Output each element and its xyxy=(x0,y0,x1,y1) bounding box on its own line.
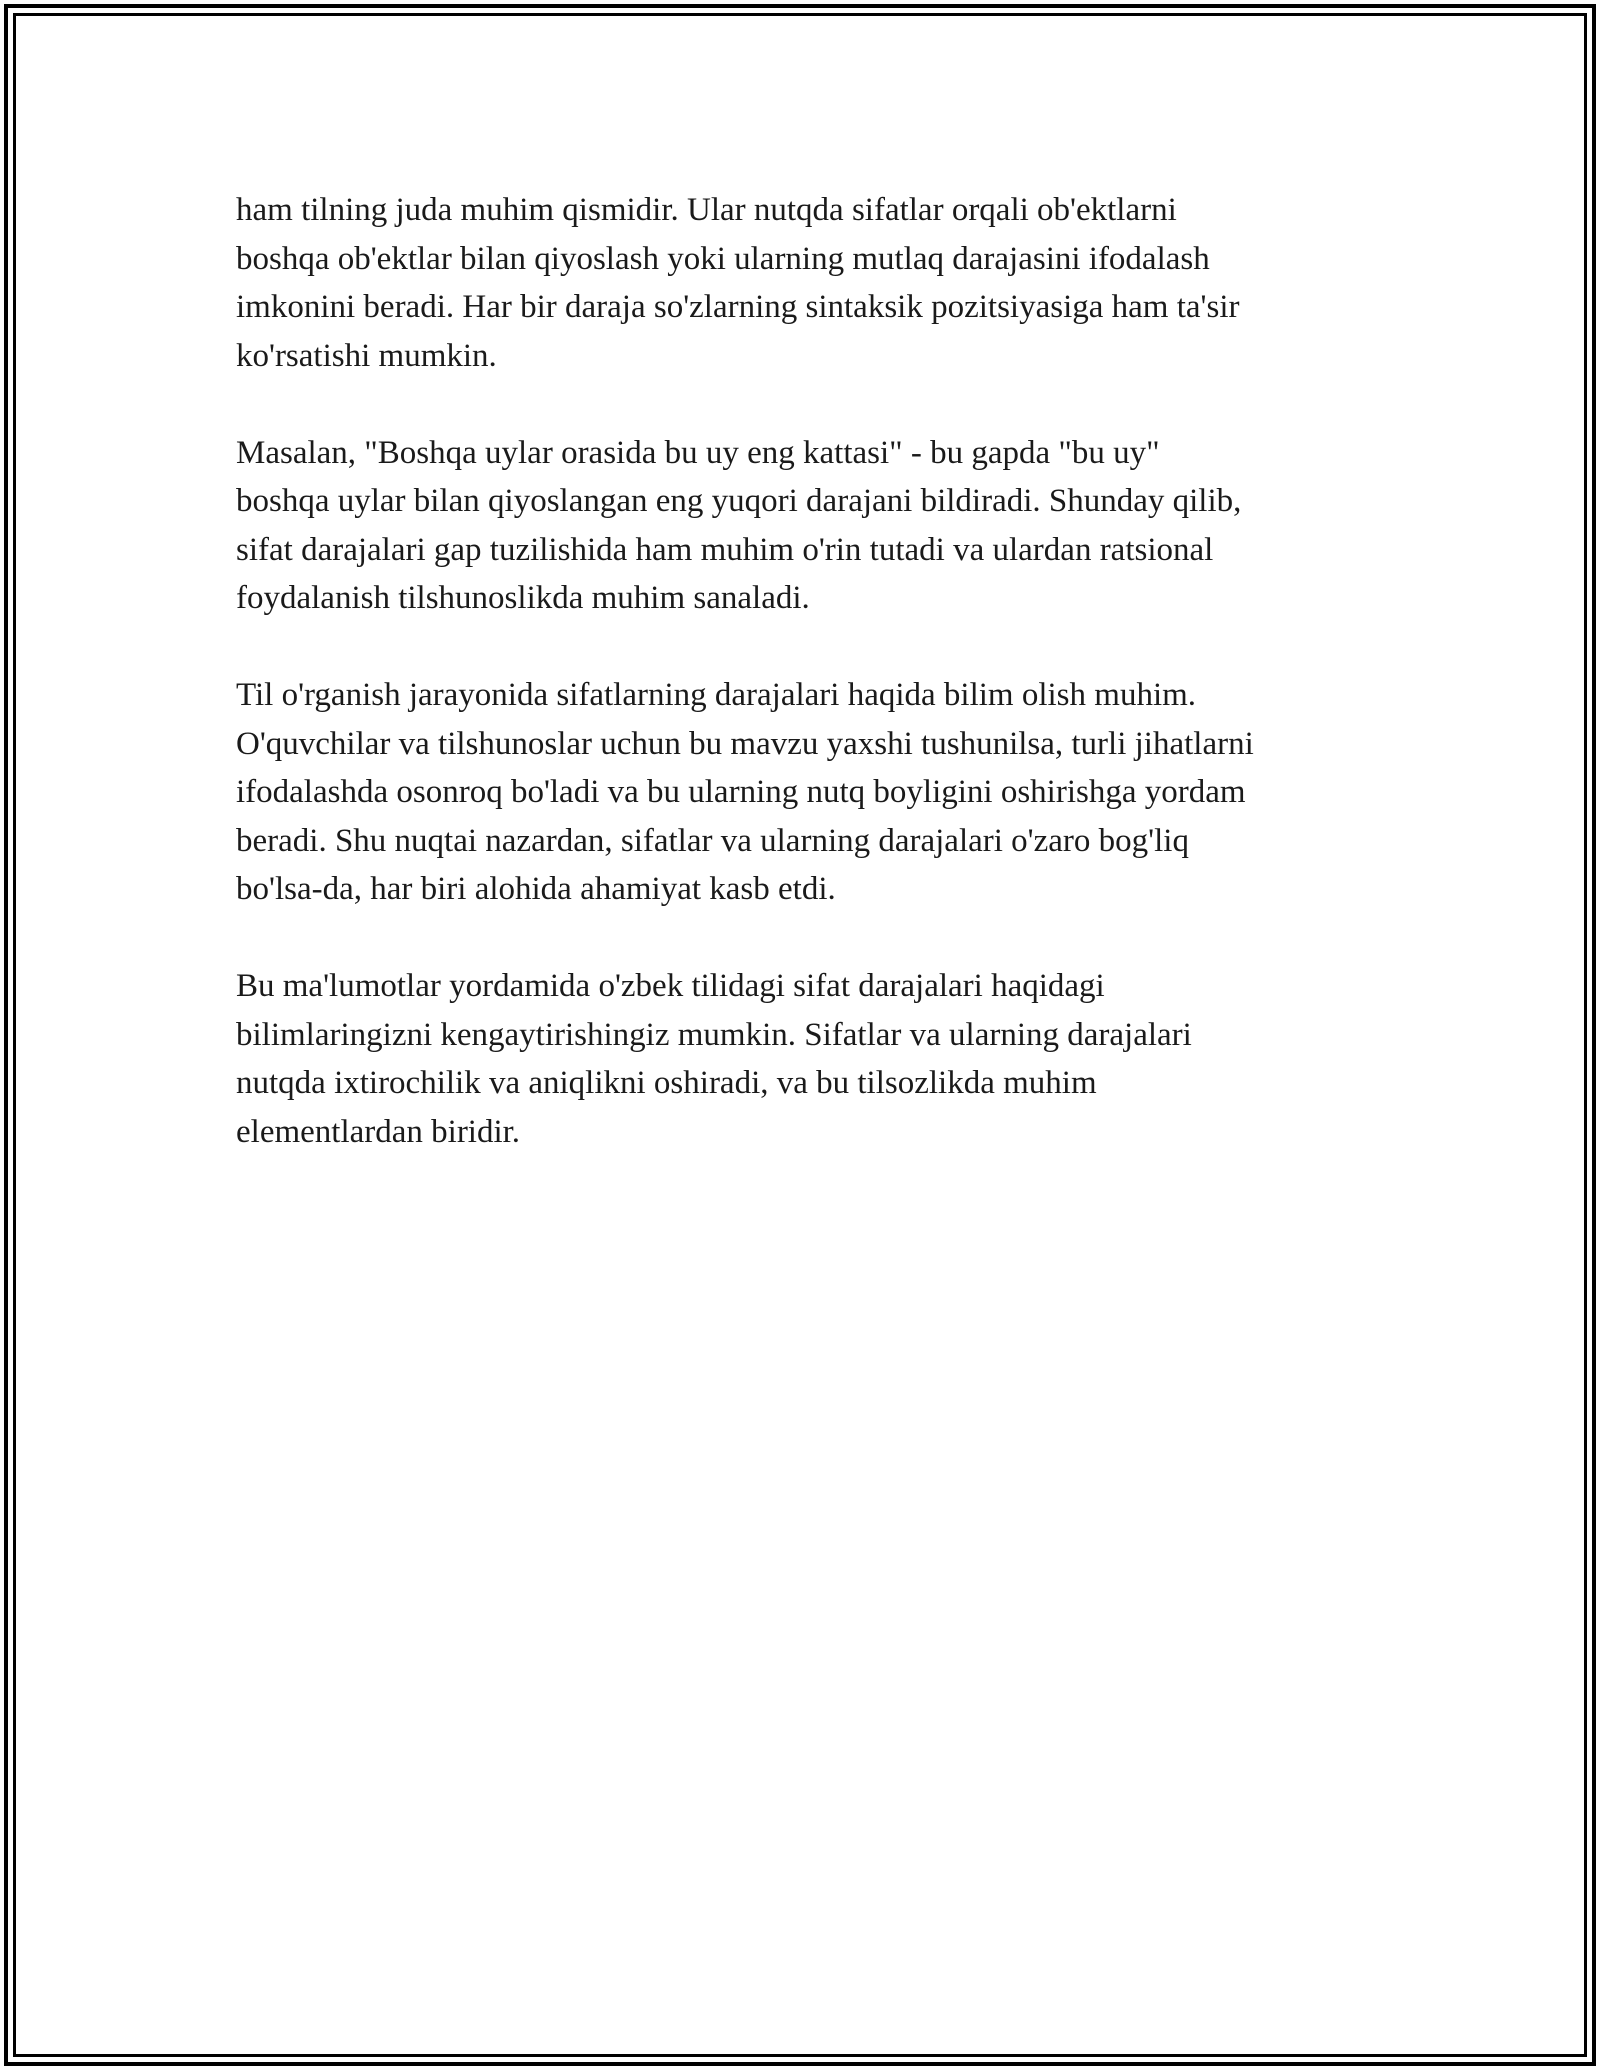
paragraph-1 xyxy=(236,186,1376,380)
text-line: Bu ma'lumotlar yordamida o'zbek tilidagi sifat darajalari haqidagi xyxy=(236,968,1105,1004)
text-line: boshqa uylar bilan qiyoslangan eng yuqori darajani bildiradi. Shunday qilib, xyxy=(236,483,1242,519)
text-line: Til o'rganish jarayonida sifatlarning darajalari haqida bilim olish muhim. xyxy=(236,677,1197,713)
paragraph-4 xyxy=(236,962,1376,1156)
text-line: elementlardan biridir. xyxy=(236,1113,521,1150)
paragraph-3 xyxy=(236,671,1376,914)
text-line: boshqa ob'ektlar bilan qiyoslash yoki ularning mutlaq darajasini ifodalash xyxy=(236,240,1210,277)
paragraph-2 xyxy=(236,429,1376,623)
text-line: foydalanish tilshunoslikda muhim sanaladi. xyxy=(236,580,810,616)
text-line: beradi. Shu nuqtai nazardan, sifatlar va ularning darajalari o'zaro bog'liq xyxy=(236,822,1189,859)
text-line: sifat darajalari gap tuzilishida ham muhim o'rin tutadi va ulardan ratsional xyxy=(236,531,1214,568)
text-line: ham tilning juda muhim qismidir. Ular nutqda sifatlar orqali ob'ektlarni xyxy=(236,192,1177,228)
text-line: nutqda ixtirochilik va aniqlikni oshiradi, va bu tilsozlikda muhim xyxy=(236,1065,1097,1101)
text-line: bo'lsa-da, har biri alohida ahamiyat kasb etdi. xyxy=(236,871,836,907)
text-line: O'quvchilar va tilshunoslar uchun bu mavzu yaxshi tushunilsa, turli jihatlarni xyxy=(236,725,1254,762)
text-line: Masalan, "Boshqa uylar orasida bu uy eng kattasi" - bu gapda "bu uy" xyxy=(236,434,1160,471)
document-body xyxy=(236,186,1376,1205)
text-line: imkonini beradi. Har bir daraja so'zlarning sintaksik pozitsiyasiga ham ta'sir xyxy=(236,289,1240,325)
text-line: ko'rsatishi mumkin. xyxy=(236,337,497,374)
text-line: ifodalashda osonroq bo'ladi va bu ularning nutq boyligini oshirishga yordam xyxy=(236,774,1246,810)
text-line: bilimlaringizni kengaytirishingiz mumkin. Sifatlar va ularning darajalari xyxy=(236,1016,1192,1053)
